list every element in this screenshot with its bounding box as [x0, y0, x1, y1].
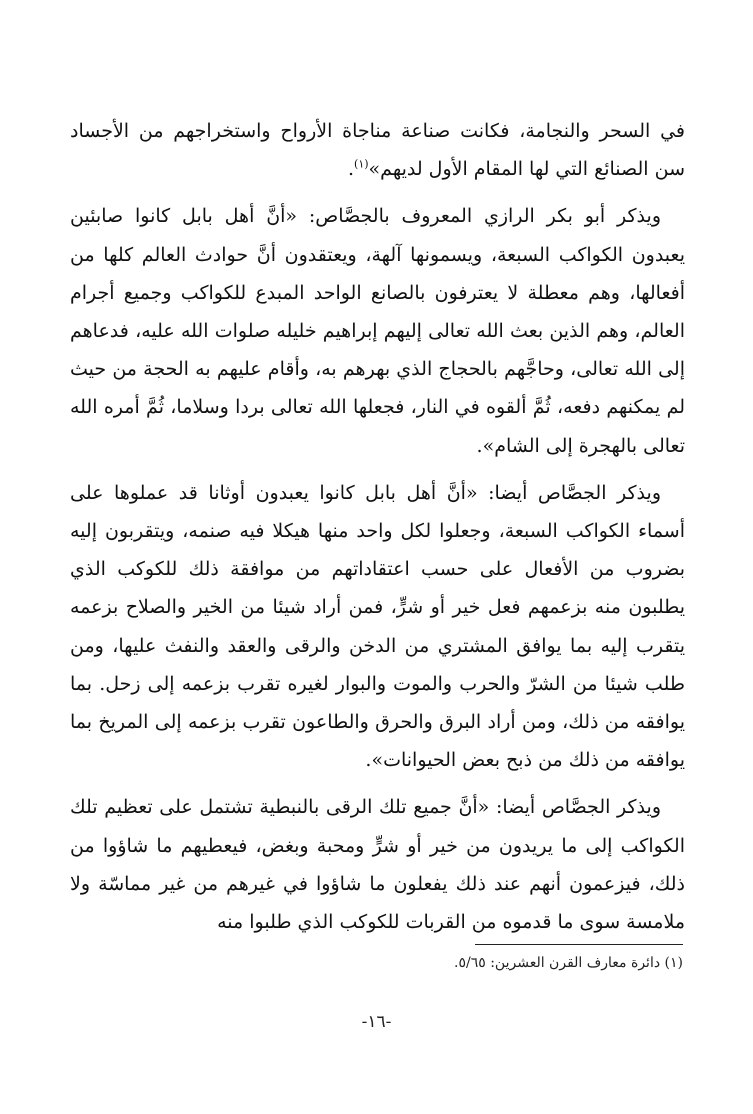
- paragraph-1-text: في السحر والنجامة، فكانت صناعة مناجاة الأرواح واستخراجهم من الأجساد سن الصنائع التي لها المقام الأول لديهم»: [70, 120, 685, 181]
- paragraph-3: ويذكر الجصَّاص أيضا: «أنَّ أهل بابل كانوا يعبدون أوثانا قد عملوها على أسماء الكواكب السبعة، وجعلوا لكل واحد منها هيكلا فيه صنمه، ويتقربون إليه بضروب من الأفعال على حسب اعتقاداتهم من موافقة ذلك للكوكب الذي يطلبون منه بزعمهم فعل خير أو شرٍّ، فمن أراد شيئا من الخير والصلاح بزعمه يتقرب إليه بما يوافق المشتري من الدخن والرقى والعقد والنفث عليها، ومن طلب شيئا من الشرّ والحرب والموت والبوار لغيره تقرب بزعمه إلى زحل. بما يوافقه من ذلك، ومن أراد البرق والحرق والطاعون تقرب بزعمه إلى المريخ بما يوافقه من ذلك من ذبح بعض الحيوانات».: [70, 481, 685, 772]
- paragraph-4: ويذكر الجصَّاص أيضا: «أنَّ جميع تلك الرقى بالنبطية تشتمل على تعظيم تلك الكواكب إلى ما يريدون من خير أو شرٍّ ومحبة وبغض، فيعطيهم ما شاؤوا من ذلك، فيزعمون أنهم عند ذلك يفعلون ما شاؤوا في غيرهم من غير مماسّة ولا ملامسة سوى ما قدموه من القربات للكوكب الذي طلبوا منه: [70, 796, 685, 934]
- footnote: (١) دائرة معارف القرن العشرين: ٥/٦٥.: [454, 955, 683, 971]
- footnote-divider: [475, 944, 683, 945]
- paragraph-2: ويذكر أبو بكر الرازي المعروف بالجصَّاص: «أنَّ أهل بابل كانوا صابئين يعبدون الكواكب السبعة، ويسمونها آلهة، ويعتقدون أنَّ حوادث العالم كلها من أفعالها، وهم معطلة لا يعترفون بالصانع الواحد المبدع للكواكب وجميع أجرام العالم، وهم الذين بعث الله تعالى إليهم إبراهيم خليله صلوات الله عليه، فدعاهم إلى الله تعالى، وحاجَّهم بالحجاج الذي بهرهم به، وأقام عليهم به الحجة من حيث لم يمكنهم دفعه، ثُمَّ ألقوه في النار، فجعلها الله تعالى بردا وسلاما، ثُمَّ أمره الله تعالى بالهجرة إلى الشام».: [70, 205, 685, 457]
- footnote-reference: (١): [354, 157, 369, 171]
- page-body: [70, 112, 685, 941]
- page-number: -١٦-: [361, 1012, 392, 1032]
- paragraph-1: في السحر والنجامة، فكانت صناعة مناجاة الأرواح واستخراجهم من الأجساد سن الصنائع التي لها المقام الأول لديهم»$^{(١)}$.: [70, 120, 685, 181]
